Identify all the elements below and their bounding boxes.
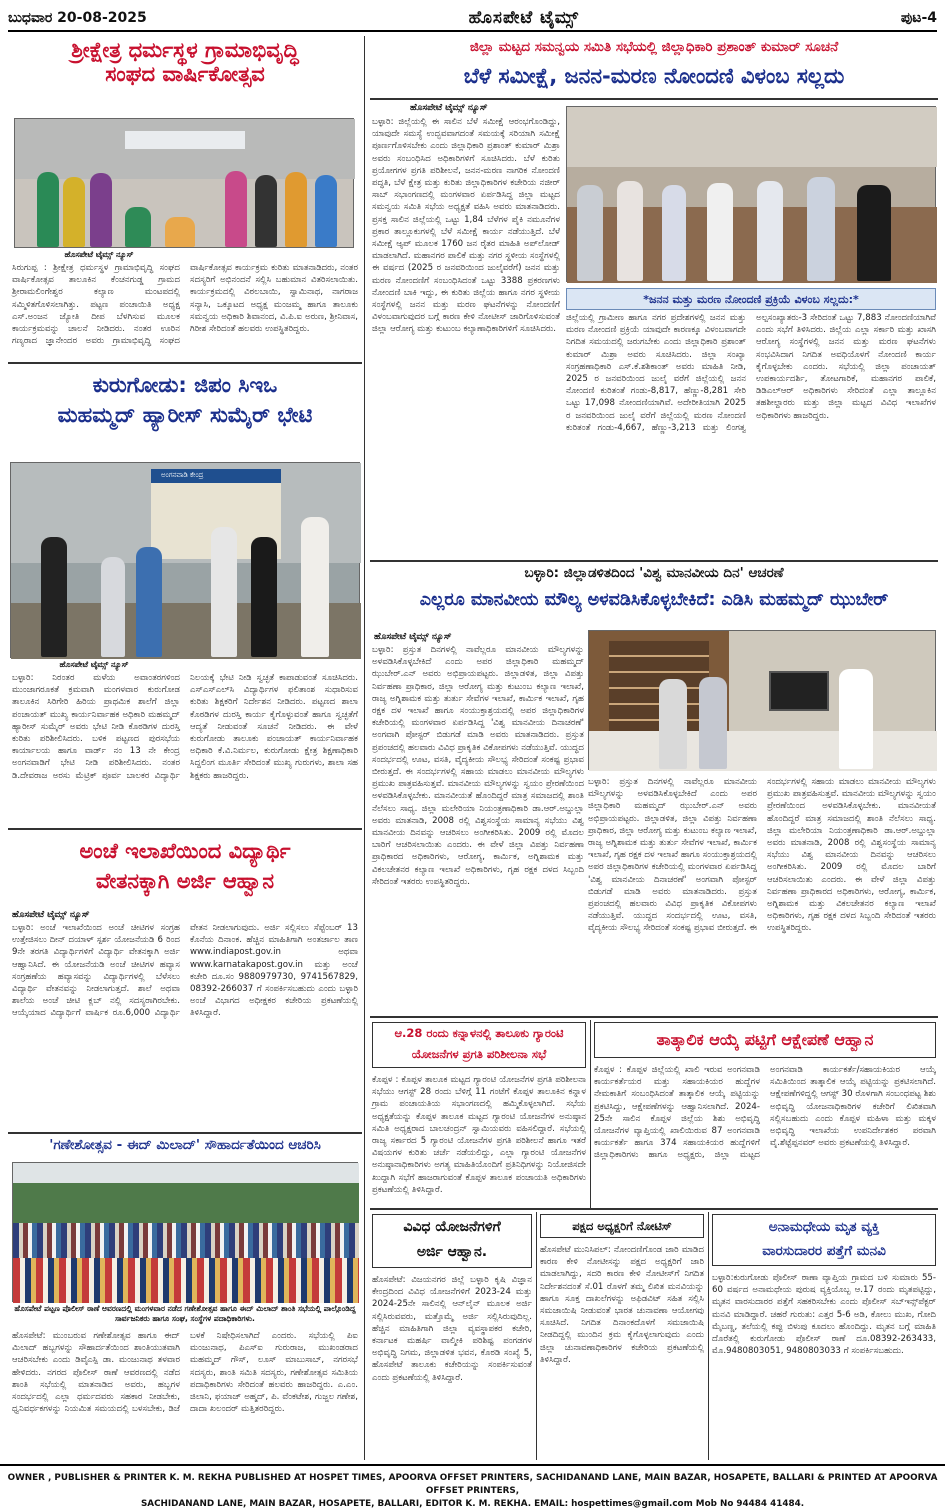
ganesha-photo	[12, 1162, 358, 1302]
humanitarian-body-top: ಬಳ್ಳಾರಿ: ಪ್ರಸ್ತುತ ದಿನಗಳಲ್ಲಿ ನಾವೆಲ್ಲರೂ ಮಾನವೀಯ ಮೌಲ್ಯಗಳನ್ನು ಅಳವಡಿಸಿಕೊಳ್ಳಬೇಕಿದೆ ಎಂದು ಅಪರ ಜಿಲ್ಲಾಧಿಕಾರಿ ಮಹಮ್ಮದ್ ಝುಬೇರ್.ಎನ್ ಅವರು ಅಭಿಪ್ರಾಯಪಟ್ಟರು. ಜಿಲ್ಲಾಡಳಿತ, ಜಿಲ್ಲಾ ವಿಪತ್ತು ನಿರ್ವಹಣಾ ಪ್ರಾಧಿಕಾರ, ಜಿಲ್ಲಾ ಆರೋಗ್ಯ ಮತ್ತು ಕುಟುಂಬ ಕಲ್ಯಾಣ ಇಲಾಖೆ, ರಾಜ್ಯ ಅಗ್ನಿಶಾಮಕ ಮತ್ತು ತುರ್ತು ಸೇವೆಗಳ ಇಲಾಖೆ, ಕಾರ್ಮಿಕ ಇಲಾಖೆ, ಗೃಹ ರಕ್ಷಕ ದಳ ಇಲಾಖೆ ಹಾಗೂ ಸಂಯುಕ್ತಾಶ್ರಯದಲ್ಲಿ ಅಪರ ಜಿಲ್ಲಾಧಿಕಾರಿಗಳ ಕಚೇರಿಯಲ್ಲಿ ಮಂಗಳವಾರ ಏರ್ಪಡಿಸಿದ್ದ 'ವಿಶ್ವ ಮಾನವೀಯ ದಿನಾಚರಣೆ' ಅಂಗವಾಗಿ ಪೋಸ್ಟರ್ ಬಿಡುಗಡೆ ಮಾಡಿ ಅವರು ಮಾತನಾಡಿದರು. ಪ್ರಸ್ತುತ ಪ್ರಪಂಚದಲ್ಲಿ ಹಲವಾರು ವಿವಿಧ ಪ್ರಾಕೃತಿಕ ವಿಕೋಪಗಳು ನಡೆಯುತ್ತಿವೆ. ಯುದ್ಧದ ಸಂದರ್ಭದಲ್ಲಿ ಊಟ, ವಸತಿ, ವೈದ್ಯಕೀಯ ಸೌಲಭ್ಯ ಸೇರಿದಂತೆ ಸಂಕಷ್ಟ ಪ್ರಭಾವ ಬೀರುತ್ತದೆ. ಈ ಸಂದರ್ಭಗಳಲ್ಲಿ ಸಹಾಯ ಮಾಡಲು ಮಾನವೀಯ ಮೌಲ್ಯಗಳು ಪ್ರಮುಖ ಪಾತ್ರವಹಿಸುತ್ತವೆ. ಮಾನವೀಯ ಮೌಲ್ಯಗಳನ್ನು ಸ್ವಯಂ ಪ್ರೇರಣೆಯಿಂದ ಅಳವಡಿಸಿಕೊಳ್ಳಬೇಕು. ಮಾನವೀಯತೆ ಹೊಂದಿದ್ದರೆ ಮಾತ್ರ ಸಮಾಜದಲ್ಲಿ ಶಾಂತಿ ನೆಲೆಸಲು ಸಾಧ್ಯ. ಜಿಲ್ಲಾ ಮಲೇರಿಯಾ ನಿಯಂತ್ರಣಾಧಿಕಾರಿ ಡಾ.ಆರ್.ಅಬ್ದುಲ್ಲಾ ಅವರು ಮಾತನಾಡಿ, 2008 ರಲ್ಲಿ ವಿಶ್ವಸಂಸ್ಥೆಯ ಸಾಮಾನ್ಯ ಸಭೆಯು ವಿಶ್ವ ಮಾನವೀಯ ದಿನವನ್ನು ಆಚರಿಸಲು ಅಂಗೀಕರಿಸಿತು. 2009 ರಲ್ಲಿ ಮೊದಲ ಬಾರಿಗೆ ಆಚರಿಸಲಾಯಿತು ಎಂದರು. ಈ ವೇಳೆ ಜಿಲ್ಲಾ ವಿಪತ್ತು ನಿರ್ವಹಣಾ ಪ್ರಾಧಿಕಾರದ ಅಧಿಕಾರಿಗಳು, ಆರೋಗ್ಯ, ಕಾರ್ಮಿಕ, ಅಗ್ನಿಶಾಮಕ ಮತ್ತು ವಿಕಲಚೇತನರ ಕಲ್ಯಾಣ ಇಲಾಖೆ ಅಧಿಕಾರಿಗಳು, ಗೃಹ ರಕ್ಷಕ ದಳದ ಸಿಬ್ಬಂದಿ ಸೇರಿದಂತೆ ಇತರರು ಉಪಸ್ಥಿತರಿದ್ದರು.	[372, 645, 584, 887]
humanitarian-headline: ಎಲ್ಲರೂ ಮಾನವೀಯ ಮೌಲ್ಯ ಅಳವಡಿಸಿಕೊಳ್ಳಬೇಕಿದೆ: ಎಡಿಸಿ ಮಹಮ್ಮದ್ ಝುಬೇರ್	[419, 590, 889, 610]
dharmasthala-photo	[14, 118, 354, 248]
page-number: ಪುಟ-4	[900, 10, 937, 26]
bele-body2: ಜಿಲ್ಲೆಯಲ್ಲಿ ಗ್ರಾಮೀಣ ಹಾಗೂ ನಗರ ಪ್ರದೇಶಗಳಲ್ಲಿ ಜನನ ಮತ್ತು ಮರಣ ನೋಂದಣಿ ಪ್ರಕ್ರಿಯೆ ಯಾವುದೇ ಕಾರಣಕ್ಕೂ ವಿಳಂಬವಾಗದೇ ನಿಗದಿತ ಸಮಯದಲ್ಲಿ ಜರುಗಬೇಕು ಎಂದು ಜಿಲ್ಲಾಧಿಕಾರಿ ಪ್ರಶಾಂತ್ ಕುಮಾರ್ ಮಿಶ್ರಾ ಅವರು ಸೂಚಿಸಿದರು. ಜಿಲ್ಲಾ ಸಂಖ್ಯಾ ಸಂಗ್ರಹಣಾಧಿಕಾರಿ ಎಸ್.ಕೆ.ಶಶಿಕಾಂತ್ ಅವರು ಮಾಹಿತಿ ನೀಡಿ, 2025 ರ ಜನವರಿಯಿಂದ ಜುಲೈ ವರೆಗೆ ಜಿಲ್ಲೆಯಲ್ಲಿ ಜನನ ನೋಂದಣಿ ಕುರಿತಂತೆ ಗಂಡು-8,817, ಹೆಣ್ಣು-8,281 ಸೇರಿ ಒಟ್ಟು 17,098 ನೋಂದಣಿಯಾಗಿವೆ. ಅದೇರೀತಿಯಾಗಿ 2025 ರ ಜನವರಿಯಿಂದ ಜುಲೈ ವರೆಗೆ ಜಿಲ್ಲೆಯಲ್ಲಿ ಮರಣ ನೋಂದಣಿ ಕುರಿತಂತೆ ಗಂಡು-4,667, ಹೆಣ್ಣು-3,213 ಮತ್ತು ಲಿಂಗತ್ವ ಅಲ್ಪಸಂಖ್ಯಾತರು-3 ಸೇರಿದಂತೆ ಒಟ್ಟು 7,883 ನೋಂದಣಿಯಾಗಿವೆ ಎಂದು ಸಭೆಗೆ ತಿಳಿಸಿದರು. ಜಿಲ್ಲೆಯ ಎಲ್ಲಾ ಸರ್ಕಾರಿ ಮತ್ತು ಖಾಸಗಿ ಆರೋಗ್ಯ ಸಂಸ್ಥೆಗಳಲ್ಲಿ ಜನನ ಮತ್ತು ಮರಣ ಘಟನೆಗಳು ಸಂಭವಿಸಿದಾಗ ನಿಗದಿತ ಅವಧಿಯೊಳಗೆ ನೋಂದಣಿ ಕಾರ್ಯ ಕೈಗೊಳ್ಳಬೇಕು ಎಂದರು. ಸಭೆಯಲ್ಲಿ ಜಿಲ್ಲಾ ಪಂಚಾಯತ್ ಉಪಕಾರ್ಯದರ್ಶಿ, ತೋಟಗಾರಿಕೆ, ಮಹಾನಗರ ಪಾಲಿಕೆ, ಡಿಡಿಎಲ್‌ಆರ್ ಅಧಿಕಾರಿಗಳು ಸೇರಿದಂತೆ ಎಲ್ಲಾ ತಾಲ್ಲೂಕಿನ ತಹಶೀಲ್ದಾರರು ಮತ್ತು ಜಿಲ್ಲಾ ಮಟ್ಟದ ವಿವಿಧ ಇಲಾಖೆಗಳ ಅಧಿಕಾರಿಗಳು ಹಾಜರಿದ್ದರು.	[566, 313, 936, 433]
anche-body: ಬಳ್ಳಾರಿ: ಅಂಚೆ ಇಲಾಖೆಯಿಂದ ಅಂಚೆ ಚೀಟಿಗಳ ಸಂಗ್ರಹ ಉತ್ತೇಜಿಸಲು ದೀನ್ ದಯಾಳ್ ಸ್ಪರ್ಶ ಯೋಜನೆಯಡಿ 6 ರಿಂದ 9ನೇ ತರಗತಿ ವಿದ್ಯಾರ್ಥಿಗಳಿಗೆ ವಿದ್ಯಾರ್ಥಿ ವೇತನಕ್ಕಾಗಿ ಅರ್ಜಿ ಆಹ್ವಾನಿಸಿದೆ. ಈ ಯೋಜನೆಯಡಿ ಅಂಚೆ ಚೀಟಿಗಳ ಹವ್ಯಾಸ ಸಂಗ್ರಹಣೆಯ ಹವ್ಯಾಸವನ್ನು ವಿದ್ಯಾರ್ಥಿಗಳಲ್ಲಿ ಬೆಳೆಸಲು ವಿದ್ಯಾರ್ಥಿ ವೇತನವನ್ನು ನೀಡಲಾಗುತ್ತದೆ. ಶಾಲೆ ಅಥವಾ ಶಾಲೆಯ ಅಂಚೆ ಚೀಟಿ ಕ್ಲಬ್ ನಲ್ಲಿ ಸದಸ್ಯರಾಗಿರಬೇಕು. ಆಯ್ಕೆಯಾದ ವಿದ್ಯಾರ್ಥಿಗೆ ವಾರ್ಷಿಕ ರೂ.6,000 ವಿದ್ಯಾರ್ಥಿ ವೇತನ ನೀಡಲಾಗುವುದು. ಅರ್ಜಿ ಸಲ್ಲಿಸಲು ಸೆಪ್ಟೆಂಬರ್ 13 ಕೊನೆಯ ದಿನಾಂಕ. ಹೆಚ್ಚಿನ ಮಾಹಿತಿಗಾಗಿ ಅಂತರ್ಜಾಲ ತಾಣ www.indiapost.gov.in ಅಥವಾ www.karnatakapost.gov.in ಮತ್ತು ಅಂಚೆ ಕಚೇರಿ ದೂ.ಸಂ 9880979730, 9741567829, 08392-266037 ಗೆ ಸಂಪರ್ಕಿಸಬಹುದು ಎಂದು ಬಳ್ಳಾರಿ ಅಂಚೆ ವಿಭಾಗದ ಅಧೀಕ್ಷಕರ ಕಚೇರಿಯ ಪ್ರಕಟಣೆಯಲ್ಲಿ ತಿಳಿಸಿದ್ದಾರೆ.	[12, 923, 358, 1019]
objection-headline-box	[594, 1022, 936, 1058]
ganesha-body: ಹೊಸಪೇಟೆ: ಮುಂಬರುವ ಗಣೇಶೋತ್ಸವ ಹಾಗೂ ಈದ್ ಮಿಲಾದ್ ಹಬ್ಬಗಳನ್ನು ಸೌಹಾರ್ದತೆಯಿಂದ ಶಾಂತಿಯುತವಾಗಿ ಆಚರಿಸಬೇಕು ಎಂದು ಡಿವೈಎಸ್ಪಿ ಡಾ. ಮಂಜುನಾಥ ತಳವಾರ ಹೇಳಿದರು. ನಗರದ ಪೊಲೀಸ್ ಠಾಣೆ ಆವರಣದಲ್ಲಿ ನಡೆದ ಶಾಂತಿ ಸಭೆಯಲ್ಲಿ ಮಾತನಾಡಿದ ಅವರು, ಹಬ್ಬಗಳ ಸಂದರ್ಭದಲ್ಲಿ ಎಲ್ಲಾ ಧರ್ಮದವರು ಸಹಕಾರ ನೀಡಬೇಕು, ಧ್ವನಿವರ್ಧಕಗಳನ್ನು ನಿಯಮಿತ ಸಮಯದಲ್ಲಿ ಬಳಸಬೇಕು, ಡಿಜೆ ಬಳಕೆ ನಿಷೇಧಿಸಲಾಗಿದೆ ಎಂದರು. ಸಭೆಯಲ್ಲಿ ಪಿಐ ಮಂಜುನಾಥ, ಪಿಎಸ್‌ಐ ಗುರುರಾಜ, ಮುಖಂಡರಾದ ಮಹಮ್ಮದ್ ಗೌಸ್, ಲೂಸ್ ಮಾಬುಸಾಬ್, ನಗರಸಭೆ ಸದಸ್ಯರು, ಶಾಂತಿ ಸಮಿತಿ ಸದಸ್ಯರು, ಗಣೇಶೋತ್ಸವ ಸಮಿತಿಯ ಪದಾಧಿಕಾರಿಗಳು ಸೇರಿದಂತೆ ಹಲವರು ಹಾಜರಿದ್ದರು. ಎ.ಎಂ. ಜಿಲಾನಿ, ಫಯಾಜ್ ಅಹ್ಮದ್, ಪಿ. ವೆಂಕಟೇಶ, ಗುಜ್ಜಲ ಗಣೇಶ, ದಾದಾ ಖಲಂದರ್ ಮತ್ತಿತರರಿದ್ದರು.	[12, 1331, 358, 1415]
vividha-headline: ವಿವಿಧ ಯೋಜನೆಗಳಿಗೆ ಅರ್ಜಿ ಆಹ್ವಾನ.	[403, 1219, 501, 1260]
dharmasthala-headline: ಶ್ರೀಕ್ಷೇತ್ರ ಧರ್ಮಸ್ಥಳ ಗ್ರಾಮಾಭಿವೃದ್ಧಿ ಸಂಘದ ವಾರ್ಷಿಕೋತ್ಸವ	[71, 38, 299, 87]
guarantee-body: ಕೊಪ್ಪಳ : ಕೊಪ್ಪಳ ತಾಲೂಕ ಮಟ್ಟದ ಗ್ಯಾರಂಟಿ ಯೋಜನೆಗಳ ಪ್ರಗತಿ ಪರಿಶೀಲನಾ ಸಭೆಯು ಆಗಸ್ಟ್ 28 ರಂದು ಬೆಳಿಗ್ಗೆ 11 ಗಂಟೆಗೆ ಕೊಪ್ಪಳ ತಾಲೂಕಿನ ಕನ್ನಾಳ ಗ್ರಾಮ ಪಂಚಾಯತಿಯ ಸಭಾಂಗಣದಲ್ಲಿ ಹಮ್ಮಿಕೊಳ್ಳಲಾಗಿದೆ. ಸಭೆಯ ಅಧ್ಯಕ್ಷತೆಯನ್ನು ಕೊಪ್ಪಳ ತಾಲೂಕ ಮಟ್ಟದ ಗ್ಯಾರಂಟಿ ಯೋಜನೆಗಳ ಅನುಷ್ಠಾನ ಸಮಿತಿ ಅಧ್ಯಕ್ಷರಾದ ಬಾಲಚಂದ್ರನ್ ಸ್ವಾಮಿಯವರು ವಹಿಸಲಿದ್ದಾರೆ. ಸಭೆಯಲ್ಲಿ ರಾಜ್ಯ ಸರ್ಕಾರದ 5 ಗ್ಯಾರಂಟಿ ಯೋಜನೆಗಳ ಪ್ರಗತಿ ಪರಿಶೀಲನೆ ಹಾಗೂ ಇತರೆ ವಿಷಯಗಳ ಕುರಿತು ಚರ್ಚೆ ನಡೆಯಲಿದ್ದು, ಎಲ್ಲಾ ಗ್ಯಾರಂಟಿ ಯೋಜನೆಗಳ ಅನುಷ್ಠಾನಾಧಿಕಾರಿಗಳು ಅಗತ್ಯ ಮಾಹಿತಿಯೊಂದಿಗೆ ಪ್ರತಿನಿಧಿಗಳನ್ನು ನಿಯೋಜಿಸದೇ ಖುದ್ದಾಗಿ ಸಭೆಗೆ ಹಾಜರಾಗುವಂತೆ ಕೊಪ್ಪಳ ತಾಲೂಕ ಪಂಚಾಯತಿ ಅಧಿಕಾರಿಗಳು ಪ್ರಕಟಣೆಯಲ್ಲಿ ತಿಳಿಸಿದ್ದಾರೆ.	[372, 1075, 586, 1195]
humanitarian-byline: ಹೊಸಪೇಟೆ ಟೈಮ್ಸ್ ನ್ಯೂಸ್	[374, 632, 452, 642]
notice-headline-box	[540, 1214, 704, 1238]
kurugodu-headline: ಕುರುಗೋಡು: ಜಿಪಂ ಸಿಇಒ ಮಹಮ್ಮದ್ ಹ್ಯಾರೀಸ್ ಸುಮೈರ್ ಭೇಟಿ	[57, 373, 313, 428]
unknown-headline: ಅನಾಮಧೇಯ ಮೃತ ವ್ಯಕ್ತಿ ವಾರಸುದಾರರ ಪತ್ತೆಗೆ ಮನವಿ	[762, 1219, 886, 1259]
objection-headline: ತಾತ್ಕಾಲಿಕ ಆಯ್ಕೆ ಪಟ್ಟಿಗೆ ಆಕ್ಷೇಪಣೆ ಆಹ್ವಾನ	[656, 1030, 874, 1049]
bele-byline: ಹೊಸಪೇಟೆ ಟೈಮ್ಸ್ ನ್ಯೂಸ್	[410, 103, 488, 113]
dharmasthala-body: ಸಿರುಗುಪ್ಪ : ಶ್ರೀಕ್ಷೇತ್ರ ಧರ್ಮಸ್ಥಳ ಗ್ರಾಮಾಭಿವೃದ್ಧಿ ಸಂಘದ ವಾರ್ಷಿಕೋತ್ಸವ ತಾಲೂಕಿನ ಕೆಂಚನಗುಡ್ಡ ಗ್ರಾಮದ ಶ್ರೀರಾಮಲಿಂಗೇಶ್ವರ ಕಲ್ಯಾಣ ಮಂಟಪದಲ್ಲಿ ಸಮ್ಮಿಳಿತಗೊಳಿಸಲಾಗಿತ್ತು. ಪಟ್ಟಣ ಪಂಚಾಯಿತಿ ಅಧ್ಯಕ್ಷ ಎಸ್.ಅಂಜನ ಜ್ಯೋತಿ ದೀಪ ಬೆಳಗಿಸುವ ಮೂಲಕ ಕಾರ್ಯಕ್ರಮವನ್ನು ಚಾಲನೆ ನೀಡಿದರು. ನಂತರ ಊರಿನ ಗಣ್ಯರಾದ ಜ್ಞಾನೇಂದರ ಅವರು ಗ್ರಾಮಾಭಿವೃದ್ಧಿ ಸಂಘದ ವಾರ್ಷಿಕೋತ್ಸವ ಕಾರ್ಯಕ್ರಮ ಕುರಿತು ಮಾತನಾಡಿದರು, ನಂತರ ಸದಸ್ಯರಿಗೆ ಅಭಿನಂದನೆ ಸಲ್ಲಿಸಿ ಬಹುಮಾನ ವಿತರಿಸಲಾಯಿತು. ಕಾರ್ಯಕ್ರಮದಲ್ಲಿ ವಿಠಲಬಾಯಿ, ಸ್ವಾಮಿನಾಥ, ನಾಗರಾಜ ಸನ್ಯಾಸಿ, ಒಕ್ಕೂಟದ ಅಧ್ಯಕ್ಷ ಮಂಜಮ್ಮ ಹಾಗೂ ತಾಲೂಕು ಸಮನ್ವಯ ಅಧಿಕಾರಿ ಶಿವಾನಂದ, ವಿ.ಪಿ.ಐ ಅರುಣ, ಶ್ರೀನಿವಾಸ, ಗಿರೀಶ ಸೇರಿದಂತೆ ಹಲವರು ಉಪಸ್ಥಿತರಿದ್ದರು.	[12, 263, 358, 347]
humanitarian-kicker: ಬಳ್ಳಾರಿ: ಜಿಲ್ಲಾಡಳಿತದಿಂದ 'ವಿಶ್ವ ಮಾನವೀಯ ದಿನ' ಆಚರಣೆ	[524, 565, 784, 581]
imprint-line-2: SACHIDANAND LANE, MAIN BAZAR, HOSAPETE, BALLARI, EDITOR K. M. REKHA. EMAIL: hospettimes@gmail.com Mob No 94484 41484.	[140, 1499, 805, 1509]
kurugodu-body: ಬಳ್ಳಾರಿ: ನಿರಂತರ ಮಳೆಯ ಅವಾಂತರಗಳಿಂದ ಮುಂಜಾಗರೂಕತೆ ಕ್ರಮವಾಗಿ ಮಂಗಳವಾರ ಕುರುಗೋಡ ತಾಲೂಕಿನ ಸಿರಿಗೇರಿ ಹಿರಿಯ ಪ್ರಾಥಮಿಕ ಶಾಲೆಗೆ ಜಿಲ್ಲಾ ಪಂಚಾಯತ್ ಮುಖ್ಯ ಕಾರ್ಯನಿರ್ವಾಹಕ ಅಧಿಕಾರಿ ಮಹಮ್ಮದ್ ಹ್ಯಾರೀಸ್ ಸುಮೈರ್ ಅವರು ಭೇಟಿ ನೀಡಿ ಕೊಠಡಿಗಳ ದುರಸ್ತಿ ಕುರಿತು ಪರಿಶೀಲಿಸಿದರು. ಬಳಿಕ ಪಟ್ಟಣದ ಪುರಸಭೆಯ ಕಾರ್ಯಾಲಯ ಹಾಗೂ ವಾರ್ಡ್ ನಂ 13 ನೇ ಕೇಂದ್ರ ಅಂಗನವಾಡಿಗೆ ಭೇಟಿ ನೀಡಿ ಪರಿಶೀಲಿಸಿದರು. ನಂತರ ಡಿ.ದೇವರಾಜ ಅರಸು ಮೆಟ್ರಿಕ್ ಪೂರ್ವ ಬಾಲಕರ ವಿದ್ಯಾರ್ಥಿ ನಿಲಯಕ್ಕೆ ಭೇಟಿ ನೀಡಿ ಸ್ವಚ್ಛತೆ ಕಾಪಾಡುವಂತೆ ಸೂಚಿಸಿದರು. ಎಸ್‌ಎಸ್‌ಎಲ್‌ಸಿ ವಿದ್ಯಾರ್ಥಿಗಳ ಫಲಿತಾಂಶ ಸುಧಾರಿಸುವ ಕುರಿತು ಶಿಕ್ಷಕರಿಗೆ ನಿರ್ದೇಶನ ನೀಡಿದರು. ಪಟ್ಟಣದ ಶಾಲಾ ಕೊಠಡಿಗಳ ದುರಸ್ತಿ ಕಾರ್ಯ ಕೈಗೊಳ್ಳುವಂತೆ ಹಾಗೂ ಸ್ವಚ್ಛತೆಗೆ ಆದ್ಯತೆ ನೀಡುವಂತೆ ಸೂಚನೆ ನೀಡಿದರು. ಈ ವೇಳೆ ಕುರುಗೋಡು ತಾಲೂಕು ಪಂಚಾಯತ್ ಕಾರ್ಯನಿರ್ವಾಹಕ ಅಧಿಕಾರಿ ಕೆ.ವಿ.ನಿರ್ಮಲ, ಕುರುಗೋಡು ಕ್ಷೇತ್ರ ಶಿಕ್ಷಣಾಧಿಕಾರಿ ಸಿದ್ದಲಿಂಗ ಮೂರ್ತಿ ಸೇರಿದಂತೆ ಮುಖ್ಯ ಗುರುಗಳು, ಶಾಲಾ ಸಹ ಶಿಕ್ಷಕರು ಹಾಜರಿದ್ದರು.	[12, 673, 358, 781]
imprint-footer	[0, 1464, 945, 1509]
objection-body: ಕೊಪ್ಪಳ : ಕೊಪ್ಪಳ ಜಿಲ್ಲೆಯಲ್ಲಿ ಖಾಲಿ ಇರುವ ಅಂಗನವಾಡಿ ಕಾರ್ಯಕರ್ತೆಯರ ಮತ್ತು ಸಹಾಯಕಿಯರ ಹುದ್ದೆಗಳ ನೇಮಕಾತಿಗೆ ಸಂಬಂಧಿಸಿದಂತೆ ತಾತ್ಕಾಲಿಕ ಆಯ್ಕೆ ಪಟ್ಟಿಯನ್ನು ಪ್ರಕಟಿಸಿದ್ದು, ಆಕ್ಷೇಪಣೆಗಳನ್ನು ಆಹ್ವಾನಿಸಲಾಗಿದೆ. 2024-25ನೇ ಸಾಲಿನ ಕೊಪ್ಪಳ ಜಿಲ್ಲೆಯ ಶಿಶು ಅಭಿವೃದ್ಧಿ ಯೋಜನೆಗಳ ವ್ಯಾಪ್ತಿಯಲ್ಲಿ ಖಾಲಿಯಿರುವ 87 ಅಂಗನವಾಡಿ ಕಾರ್ಯಕರ್ತೆ ಹಾಗೂ 374 ಸಹಾಯಕಿಯರ ಹುದ್ದೆಗಳಿಗೆ ಜಿಲ್ಲಾಧಿಕಾರಿಗಳು ಹಾಗೂ ಅಧ್ಯಕ್ಷರು, ಜಿಲ್ಲಾ ಮಟ್ಟದ ಅಂಗನವಾಡಿ ಕಾರ್ಯಕರ್ತೆ/ಸಹಾಯಕಿಯರ ಆಯ್ಕೆ ಸಮಿತಿಯಿಂದ ತಾತ್ಕಾಲಿಕ ಆಯ್ಕೆ ಪಟ್ಟಿಯನ್ನು ಪ್ರಕಟಿಸಲಾಗಿದೆ. ಆಕ್ಷೇಪಣೆಗಳಿದ್ದಲ್ಲಿ ಆಗಸ್ಟ್ 30 ರೊಳಗಾಗಿ ಸಂಬಂಧಪಟ್ಟ ಶಿಶು ಅಭಿವೃದ್ಧಿ ಯೋಜನಾಧಿಕಾರಿಗಳ ಕಚೇರಿಗೆ ಲಿಖಿತವಾಗಿ ಸಲ್ಲಿಸಬಹುದು ಎಂದು ಕೊಪ್ಪಳ ಮಹಿಳಾ ಮತ್ತು ಮಕ್ಕಳ ಅಭಿವೃದ್ಧಿ ಇಲಾಖೆಯ ಉಪನಿರ್ದೇಶಕರ ಪರವಾಗಿ ವೈ.ಶೆಟ್ಟೆಪ್ಪನವರ್ ಅವರು ಪ್ರಕಟಣೆಯಲ್ಲಿ ತಿಳಿಸಿದ್ದಾರೆ.	[594, 1065, 936, 1161]
ganesha-headline: 'ಗಣೇಶೋತ್ಸವ - ಈದ್ ಮಿಲಾದ್' ಸೌಹಾರ್ದತೆಯಿಂದ ಆಚರಿಸಿ	[49, 1137, 321, 1153]
guarantee-headline: ಆ.28 ರಂದು ಕನ್ನಾಳನಲ್ಲಿ ತಾಲೂಕು ಗ್ಯಾರಂಟಿ ಯೋಜನೆಗಳ ಪ್ರಗತಿ ಪರಿಶೀಲನಾ ಸಭೆ	[394, 1026, 564, 1061]
bele-body: ಬಳ್ಳಾರಿ: ಜಿಲ್ಲೆಯಲ್ಲಿ ಈ ಸಾಲಿನ ಬೆಳೆ ಸಮೀಕ್ಷೆ ಆರಂಭಗೊಂಡಿದ್ದು, ಯಾವುದೇ ಸಮಸ್ಯೆ ಉದ್ಭವವಾಗದಂತೆ ಸಮಯಕ್ಕೆ ಸರಿಯಾಗಿ ಸಮೀಕ್ಷೆ ಪೂರ್ಣಗೊಳಿಸಬೇಕು ಎಂದು ಜಿಲ್ಲಾಧಿಕಾರಿ ಪ್ರಶಾಂತ್ ಕುಮಾರ್ ಮಿಶ್ರಾ ಅವರು ಸಂಬಂಧಿಸಿದ ಅಧಿಕಾರಿಗಳಿಗೆ ಸೂಚಿಸಿದರು. ಬೆಳೆ ಕುರಿತು ಪ್ರಯೋಗಗಳ ಪ್ರಗತಿ ಪರಿಶೀಲನೆ, ಜನನ-ಮರಣ ನಾಗರಿಕ ನೋಂದಣಿ ಪದ್ಧತಿ, ಬೆಳೆ ಕ್ಷೇತ್ರ ಮತ್ತು ಕುರಿತು ಜಿಲ್ಲಾಧಿಕಾರಿಗಳ ಕಚೇರಿಯ ನಜೀರ್ ಸಾಬ್ ಸಭಾಂಗಣದಲ್ಲಿ ಮಂಗಳವಾರ ಏರ್ಪಡಿಸಿದ್ದ ಜಿಲ್ಲಾ ಮಟ್ಟದ ಸಮನ್ವಯ ಸಮಿತಿ ಸಭೆಯ ಅಧ್ಯಕ್ಷತೆ ವಹಿಸಿ ಅವರು ಮಾತನಾಡಿದರು. ಪ್ರಸಕ್ತ ಸಾಲಿನ ಜಿಲ್ಲೆಯಲ್ಲಿ ಒಟ್ಟು 1,84 ಬೆಳೆಗಳ ಪೈಕಿ ನಮೂನೆಗಳ ಪ್ರಕಾರ ತಾಲ್ಲೂಕುಗಳಲ್ಲಿ ಬೆಳೆ ಸಮೀಕ್ಷೆ ಕಾರ್ಯ ನಡೆಯುತ್ತಿದೆ. ಬೆಳೆ ಸಮೀಕ್ಷೆ ಆ್ಯಪ್ ಮೂಲಕ 1760 ಜನ ರೈತರ ಮಾಹಿತಿ ಅಪ್‌ಲೋಡ್ ಮಾಡಲಾಗಿದೆ. ಮಹಾನಗರ ಪಾಲಿಕೆ ಮತ್ತು ನಗರ ಸ್ಥಳೀಯ ಸಂಸ್ಥೆಗಳಲ್ಲಿ ಈ ವರ್ಷದ (2025 ರ ಜನವರಿಯಿಂದ ಜುಲೈವರೆಗೆ) ಜನನ ಮತ್ತು ಮರಣ ನೋಂದಣಿಗೆ ಸಂಬಂಧಿಸಿದಂತೆ ಒಟ್ಟು 3388 ಪ್ರಕರಣಗಳು ನೋಂದಣಿ ಬಾಕಿ ಇದ್ದು, ಈ ಕುರಿತು ಜಿಲ್ಲೆಯ ಹಾಗೂ ನಗರ ಸ್ಥಳೀಯ ಸಂಸ್ಥೆಗಳಲ್ಲಿ ಜನನ ಮತ್ತು ಮರಣ ಘಟನೆಗಳನ್ನು ನೋಂದಣಿಗೆ ವಿಳಂಬವಾಗುವುದರ ಬಗ್ಗೆ ಕಾರಣ ಕೇಳಿ ನೋಟೀಸ್ ಜಾರಿಗೊಳಿಸುವಂತೆ ಜಿಲ್ಲಾ ಆರೋಗ್ಯ ಮತ್ತು ಕುಟುಂಬ ಕಲ್ಯಾಣಾಧಿಕಾರಿಗಳಿಗೆ ಸೂಚಿಸಿದರು.	[372, 117, 560, 335]
bele-headline: ಬೆಳೆ ಸಮೀಕ್ಷೆ, ಜನನ-ಮರಣ ನೋಂದಣಿ ವಿಳಂಬ ಸಲ್ಲದು	[463, 64, 845, 88]
notice-body: ಹೊಸಪೇಟೆ ಮುನಿಸಿಪಲ್: ನೋಂದಣಿಗೊಂಡ ಜಾರಿ ಮಾಡಿದ ಕಾರಣ ಕೇಳಿ ನೋಟೀಸನ್ನು ಪಕ್ಷದ ಅಧ್ಯಕ್ಷರಿಗೆ ಜಾರಿ ಮಾಡಲಾಗಿದ್ದು, ಸದರಿ ಕಾರಣ ಕೇಳಿ ನೋಟೀಸ್‌ಗೆ ನಿಗದಿತ ನಿರ್ದೇಶನದಂತೆ ಸೆ.01 ರೊಳಗೆ ತಮ್ಮ ಲಿಖಿತ ಮನವಿಯನ್ನು ಹಾಗೂ ಸೂಕ್ತ ದಾಖಲೆಗಳನ್ನು ಅಫಿಡವಿಟ್ ಸಹಿತ ಸಲ್ಲಿಸಿ ಸಮಜಾಯಿಷಿ ನೀಡುವಂತೆ ಭಾರತ ಚುನಾವಣಾ ಆಯೋಗವು ಸೂಚಿಸಿದೆ. ನಿಗದಿತ ದಿನಾಂಕದೊಳಗೆ ಸಮಜಾಯಿಷಿ ನೀಡದಿದ್ದಲ್ಲಿ ಮುಂದಿನ ಕ್ರಮ ಕೈಗೊಳ್ಳಲಾಗುವುದು ಎಂದು ಜಿಲ್ಲಾ ಚುನಾವಣಾಧಿಕಾರಿಗಳ ಕಚೇರಿಯ ಪ್ರಕಟಣೆಯಲ್ಲಿ ತಿಳಿಸಿದ್ದಾರೆ.	[540, 1245, 704, 1365]
vividha-body: ಹೊಸಪೇಟೆ: ವಿಜಯನಗರ ಜಿಲ್ಲೆ ಬಳ್ಳಾರಿ ಕೃಷಿ ವಿಜ್ಞಾನ ಕೇಂದ್ರದಿಂದ ವಿವಿಧ ಯೋಜನೆಗಳಿಗೆ 2023-24 ಮತ್ತು 2024-25ನೇ ಸಾಲಿನಲ್ಲಿ ಆನ್‌ಲೈನ್ ಮೂಲಕ ಅರ್ಜಿ ಸಲ್ಲಿಸಿರುವವರು, ಮತ್ತೊಮ್ಮೆ ಅರ್ಜಿ ಸಲ್ಲಿಸಿರುವುದಿಲ್ಲ. ಹೆಚ್ಚಿನ ಮಾಹಿತಿಗಾಗಿ ಜಿಲ್ಲಾ ವ್ಯವಸ್ಥಾಪಕರ ಕಚೇರಿ, ಕರ್ನಾಟಕ ಮಹರ್ಷಿ ವಾಲ್ಮೀಕಿ ಪರಿಶಿಷ್ಟ ಪಂಗಡಗಳ ಅಭಿವೃದ್ಧಿ ನಿಗಮ, ಜಿಲ್ಲಾಡಳಿತ ಭವನ, ಕೊಠಡಿ ಸಂಖ್ಯೆ 5, ಹೊಸಪೇಟೆ ತಾಲೂಕು ಕಚೇರಿಯನ್ನು ಸಂಪರ್ಕಿಸುವಂತೆ ಎಂದು ಪ್ರಕಟಣೆಯಲ್ಲಿ ತಿಳಿಸಿದ್ದಾರೆ.	[372, 1275, 532, 1383]
bele-highlight-box	[566, 288, 936, 310]
bele-kicker: ಜಿಲ್ಲಾ ಮಟ್ಟದ ಸಮನ್ವಯ ಸಮಿತಿ ಸಭೆಯಲ್ಲಿ ಜಿಲ್ಲಾಧಿಕಾರಿ ಪ್ರಶಾಂತ್ ಕುಮಾರ್ ಸೂಚನೆ	[469, 39, 839, 55]
notice-headline: ಪಕ್ಷದ ಅಧ್ಯಕ್ಷರಿಗೆ ನೋಟಿಸ್	[572, 1219, 672, 1233]
unknown-body: ಬಳ್ಳಾರಿ:ಕುರುಗೋಡು ಪೊಲೀಸ್ ಠಾಣಾ ವ್ಯಾಪ್ತಿಯ ಗ್ರಾಮದ ಬಳಿ ಸುಮಾರು 55-60 ವರ್ಷದ ಅನಾಮಧೇಯ ಪುರುಷ ವ್ಯಕ್ತಿಯೊಬ್ಬ ಆ.17 ರಂದು ಮೃತಪಟ್ಟಿದ್ದು, ಮೃತನ ವಾರಸುದಾರರ ಪತ್ತೆಗೆ ಸಹಕರಿಸಬೇಕು ಎಂದು ಪೊಲೀಸ್ ಸಬ್‌ಇನ್ಸ್‌ಪೆಕ್ಟರ್ ಮನವಿ ಮಾಡಿದ್ದಾರೆ. ಚಹರೆ ಗುರುತು: ಎತ್ತರ 5-6 ಅಡಿ, ಕೋಲು ಮುಖ, ಗೋದಿ ಮೈಬಣ್ಣ, ತಲೆಯಲ್ಲಿ ಕಪ್ಪು ಬಿಳುಪು ಕೂದಲು ಹೊಂದಿದ್ದು. ಮೃತನ ಬಗ್ಗೆ ಮಾಹಿತಿ ದೊರೆತಲ್ಲಿ ಕುರುಗೋಡು ಪೊಲೀಸ್ ಠಾಣೆ ದೂ.08392-263433, ಮೊ.9480803051, 9480803033 ಗೆ ಸಂಪರ್ಕಿಸಬಹುದು.	[712, 1273, 936, 1357]
ganesha-caption: ಹೊಸಪೇಟೆ ಪಟ್ಟಣ ಪೊಲೀಸ್ ಠಾಣೆ ಆವರಣದಲ್ಲಿ ಮಂಗಳವಾರ ನಡೆದ ಗಣೇಶೋತ್ಸವ ಹಾಗೂ ಈದ್ ಮಿಲಾದ್ ಶಾಂತಿ ಸಭೆಯಲ್ಲಿ ಪಾಲ್ಗೊಂಡಿದ್ದ ಸಾರ್ವಜನಿಕರು ಹಾಗೂ ಸಂಘ, ಸಂಸ್ಥೆಗಳ ಪದಾಧಿಕಾರಿಗಳು.	[14, 1304, 356, 1323]
anche-headline: ಅಂಚೆ ಇಲಾಖೆಯಿಂದ ವಿದ್ಯಾರ್ಥಿ ವೇತನಕ್ಕಾಗಿ ಅರ್ಜಿ ಆಹ್ವಾನ	[79, 839, 291, 894]
anche-byline: ಹೊಸಪೇಟೆ ಟೈಮ್ಸ್ ನ್ಯೂಸ್	[12, 910, 90, 920]
guarantee-headline-box	[372, 1022, 586, 1068]
issue-date: ಬುಧವಾರ 20-08-2025	[8, 10, 147, 26]
imprint-line-1: OWNER , PUBLISHER & PRINTER K. M. REKHA PUBLISHED AT HOSPET TIMES, APOORVA OFFSET PRINTERS, SACHIDANAND LANE, MAIN BAZAR, HOSAPETE, BALLARI & PRINTED AT APOORVA OFFSET PRINTERS,	[7, 1473, 938, 1496]
humanitarian-body: ಬಳ್ಳಾರಿ: ಪ್ರಸ್ತುತ ದಿನಗಳಲ್ಲಿ ನಾವೆಲ್ಲರೂ ಮಾನವೀಯ ಮೌಲ್ಯಗಳನ್ನು ಅಳವಡಿಸಿಕೊಳ್ಳಬೇಕಿದೆ ಎಂದು ಅಪರ ಜಿಲ್ಲಾಧಿಕಾರಿ ಮಹಮ್ಮದ್ ಝುಬೇರ್.ಎನ್ ಅವರು ಅಭಿಪ್ರಾಯಪಟ್ಟರು. ಜಿಲ್ಲಾಡಳಿತ, ಜಿಲ್ಲಾ ವಿಪತ್ತು ನಿರ್ವಹಣಾ ಪ್ರಾಧಿಕಾರ, ಜಿಲ್ಲಾ ಆರೋಗ್ಯ ಮತ್ತು ಕುಟುಂಬ ಕಲ್ಯಾಣ ಇಲಾಖೆ, ರಾಜ್ಯ ಅಗ್ನಿಶಾಮಕ ಮತ್ತು ತುರ್ತು ಸೇವೆಗಳ ಇಲಾಖೆ, ಕಾರ್ಮಿಕ ಇಲಾಖೆ, ಗೃಹ ರಕ್ಷಕ ದಳ ಇಲಾಖೆ ಹಾಗೂ ಸಂಯುಕ್ತಾಶ್ರಯದಲ್ಲಿ ಅಪರ ಜಿಲ್ಲಾಧಿಕಾರಿಗಳ ಕಚೇರಿಯಲ್ಲಿ ಮಂಗಳವಾರ ಏರ್ಪಡಿಸಿದ್ದ 'ವಿಶ್ವ ಮಾನವೀಯ ದಿನಾಚರಣೆ' ಅಂಗವಾಗಿ ಪೋಸ್ಟರ್ ಬಿಡುಗಡೆ ಮಾಡಿ ಅವರು ಮಾತನಾಡಿದರು. ಪ್ರಸ್ತುತ ಪ್ರಪಂಚದಲ್ಲಿ ಹಲವಾರು ವಿವಿಧ ಪ್ರಾಕೃತಿಕ ವಿಕೋಪಗಳು ನಡೆಯುತ್ತಿವೆ. ಯುದ್ಧದ ಸಂದರ್ಭದಲ್ಲಿ ಊಟ, ವಸತಿ, ವೈದ್ಯಕೀಯ ಸೌಲಭ್ಯ ಸೇರಿದಂತೆ ಸಂಕಷ್ಟ ಪ್ರಭಾವ ಬೀರುತ್ತದೆ. ಈ ಸಂದರ್ಭಗಳಲ್ಲಿ ಸಹಾಯ ಮಾಡಲು ಮಾನವೀಯ ಮೌಲ್ಯಗಳು ಪ್ರಮುಖ ಪಾತ್ರವಹಿಸುತ್ತವೆ. ಮಾನವೀಯ ಮೌಲ್ಯಗಳನ್ನು ಸ್ವಯಂ ಪ್ರೇರಣೆಯಿಂದ ಅಳವಡಿಸಿಕೊಳ್ಳಬೇಕು. ಮಾನವೀಯತೆ ಹೊಂದಿದ್ದರೆ ಮಾತ್ರ ಸಮಾಜದಲ್ಲಿ ಶಾಂತಿ ನೆಲೆಸಲು ಸಾಧ್ಯ. ಜಿಲ್ಲಾ ಮಲೇರಿಯಾ ನಿಯಂತ್ರಣಾಧಿಕಾರಿ ಡಾ.ಆರ್.ಅಬ್ದುಲ್ಲಾ ಅವರು ಮಾತನಾಡಿ, 2008 ರಲ್ಲಿ ವಿಶ್ವಸಂಸ್ಥೆಯ ಸಾಮಾನ್ಯ ಸಭೆಯು ವಿಶ್ವ ಮಾನವೀಯ ದಿನವನ್ನು ಆಚರಿಸಲು ಅಂಗೀಕರಿಸಿತು. 2009 ರಲ್ಲಿ ಮೊದಲ ಬಾರಿಗೆ ಆಚರಿಸಲಾಯಿತು ಎಂದರು. ಈ ವೇಳೆ ಜಿಲ್ಲಾ ವಿಪತ್ತು ನಿರ್ವಹಣಾ ಪ್ರಾಧಿಕಾರದ ಅಧಿಕಾರಿಗಳು, ಆರೋಗ್ಯ, ಕಾರ್ಮಿಕ, ಅಗ್ನಿಶಾಮಕ ಮತ್ತು ವಿಕಲಚೇತನರ ಕಲ್ಯಾಣ ಇಲಾಖೆ ಅಧಿಕಾರಿಗಳು, ಗೃಹ ರಕ್ಷಕ ದಳದ ಸಿಬ್ಬಂದಿ ಸೇರಿದಂತೆ ಇತರರು ಉಪಸ್ಥಿತರಿದ್ದರು.	[588, 777, 936, 934]
column-divider	[364, 36, 365, 1460]
vividha-headline-box	[372, 1214, 532, 1268]
page-header	[8, 6, 937, 32]
humanitarian-photo	[588, 630, 936, 770]
unknown-headline-box	[712, 1214, 936, 1266]
bele-meeting-photo	[566, 106, 936, 282]
dharmasthala-caption: ಹೊಸಪೇಟೆ ಟೈಮ್ಸ್ ನ್ಯೂಸ್	[64, 250, 134, 259]
kurugodu-photo: ಅಂಗನವಾಡಿ ಕೇಂದ್ರ	[10, 462, 360, 658]
bele-highlight: *ಜನನ ಮತ್ತು ಮರಣ ನೋಂದಣಿ ಪ್ರಕ್ರಿಯೆ ವಿಳಂಬ ಸಲ್ಲದು:*	[643, 293, 859, 306]
masthead: ಹೊಸಪೇಟೆ ಟೈಮ್ಸ್	[468, 8, 580, 28]
kurugodu-caption: ಹೊಸಪೇಟೆ ಟೈಮ್ಸ್ ನ್ಯೂಸ್	[59, 660, 129, 669]
